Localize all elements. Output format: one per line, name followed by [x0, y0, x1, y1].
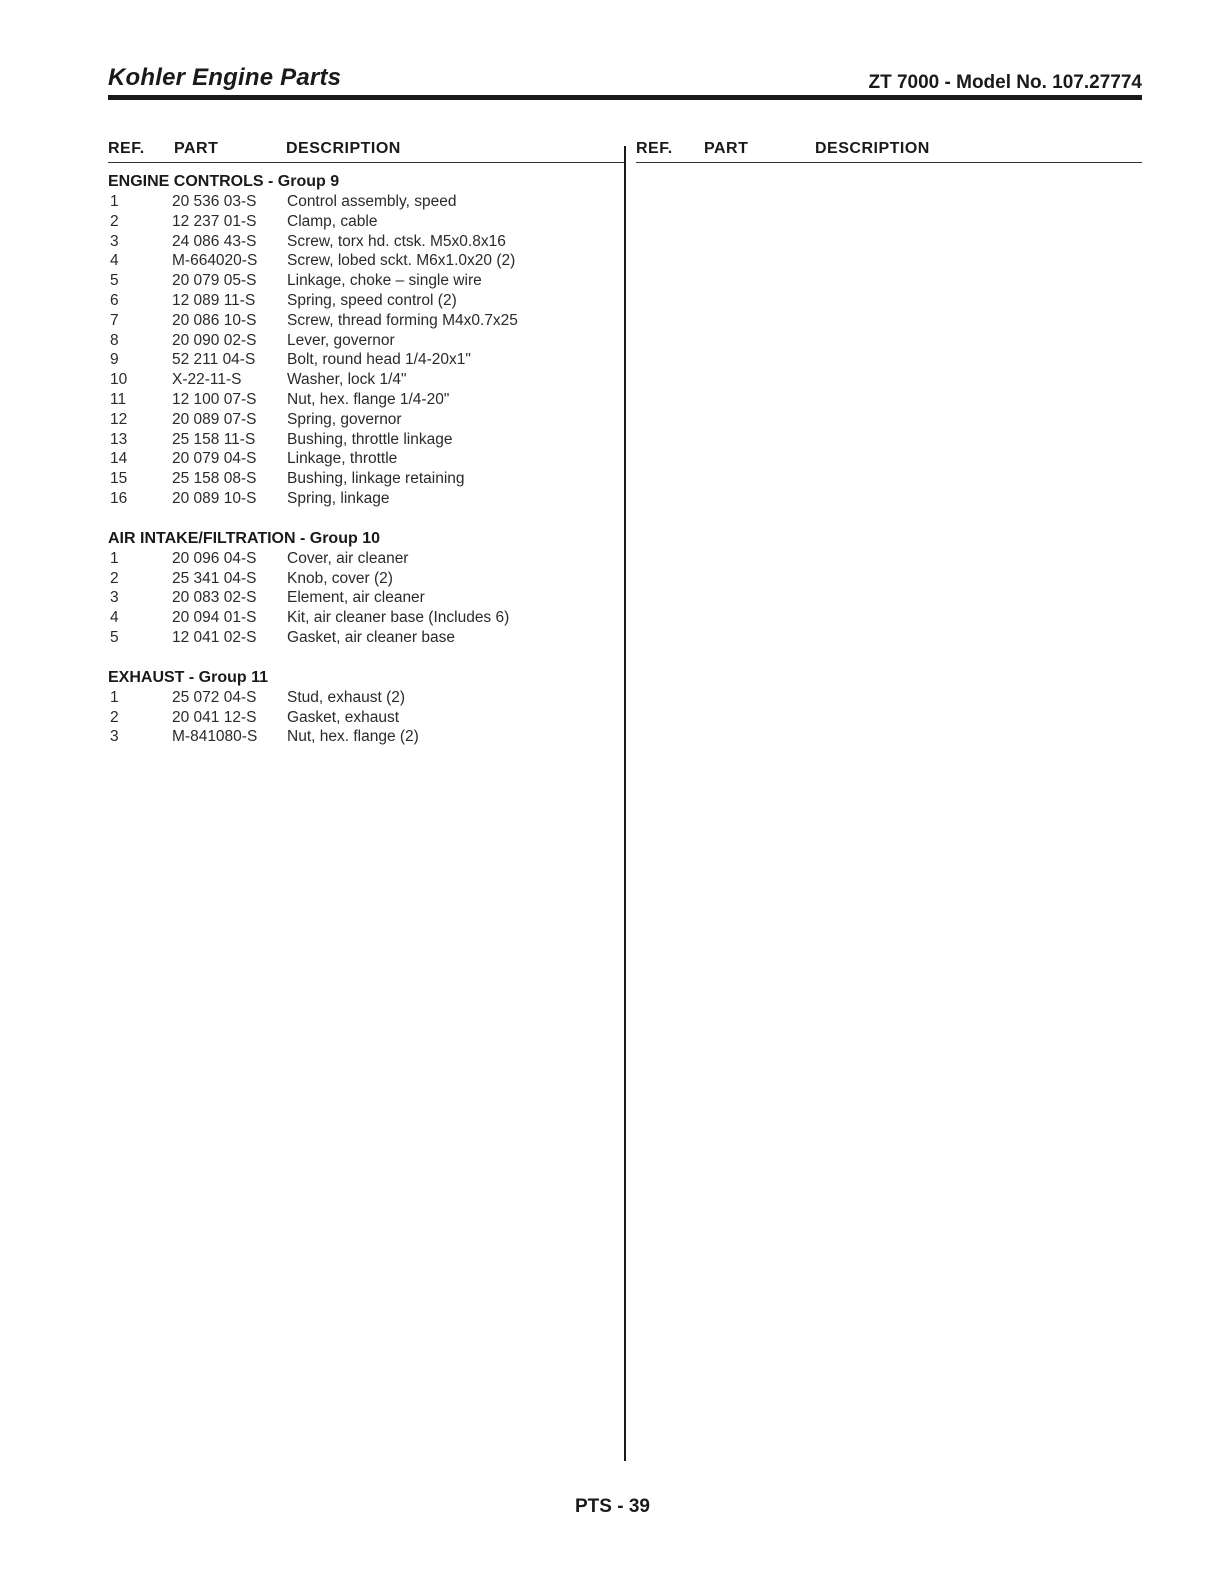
ref-number: 14 [110, 450, 128, 468]
part-number: M-664020-S [172, 252, 258, 270]
description-column-header: DESCRIPTION [286, 140, 401, 157]
part-description: Gasket, exhaust [287, 708, 400, 726]
part-row [108, 370, 618, 390]
ref-number: 11 [110, 390, 127, 408]
part-row [108, 331, 618, 351]
page-number: PTS - 39 [575, 1496, 650, 1517]
part-description: Control assembly, speed [287, 193, 457, 210]
ref-number: 2 [110, 569, 119, 587]
part-row [108, 628, 618, 648]
part-description: Bushing, throttle linkage [287, 430, 453, 448]
part-description: Linkage, choke – single wire [287, 272, 482, 290]
ref-number: 4 [110, 252, 119, 270]
parts-group [108, 172, 618, 509]
part-row [108, 271, 618, 291]
part-description: Gasket, air cleaner base [287, 628, 456, 646]
header-rule [108, 95, 1142, 100]
ref-number: 1 [110, 193, 119, 210]
part-number: 12 237 01-S [172, 212, 257, 230]
part-number: 20 079 04-S [172, 450, 257, 468]
ref-column-header: REF. [108, 140, 145, 157]
part-row [108, 212, 618, 232]
ref-number: 7 [110, 311, 119, 329]
ref-number: 15 [110, 470, 128, 488]
part-number: 20 079 05-S [172, 272, 257, 290]
ref-number: 9 [110, 351, 119, 369]
part-number: 20 086 10-S [172, 311, 257, 329]
ref-number: 16 [110, 489, 128, 507]
left-column-headers [108, 140, 624, 163]
part-description: Linkage, throttle [287, 450, 398, 468]
ref-number: 5 [110, 628, 119, 646]
part-description: Kit, air cleaner base (Includes 6) [287, 609, 510, 627]
part-row [108, 311, 618, 331]
ref-number: 3 [110, 232, 119, 250]
part-row [108, 727, 618, 747]
part-description: Washer, lock 1/4" [287, 371, 407, 389]
ref-number: 5 [110, 272, 119, 290]
model-title: ZT 7000 - Model No. 107.27774 [868, 72, 1142, 93]
ref-number: 2 [110, 212, 119, 230]
part-row [108, 588, 618, 608]
parts-group [108, 529, 618, 648]
column-divider [624, 146, 626, 1461]
part-row [108, 192, 618, 212]
part-number: 20 094 01-S [172, 609, 257, 627]
ref-number: 8 [110, 331, 119, 349]
part-row [108, 350, 618, 370]
ref-number: 10 [110, 371, 128, 389]
part-description: Knob, cover (2) [287, 569, 393, 587]
ref-number: 1 [110, 688, 119, 706]
part-number: 20 536 03-S [172, 193, 257, 210]
part-number: 12 041 02-S [172, 628, 257, 646]
page-title: Kohler Engine Parts [108, 64, 342, 91]
part-description: Lever, governor [287, 331, 395, 349]
part-description: Nut, hex. flange 1/4-20" [287, 390, 450, 408]
part-row [108, 608, 618, 628]
ref-number: 4 [110, 609, 119, 627]
parts-list [108, 172, 618, 767]
right-column-headers [636, 140, 1142, 163]
part-row [108, 430, 618, 450]
part-number: 20 089 10-S [172, 489, 257, 507]
ref-column-header: REF. [636, 140, 673, 157]
part-number: 20 090 02-S [172, 331, 257, 349]
part-description: Screw, thread forming M4x0.7x25 [287, 311, 518, 329]
ref-number: 12 [110, 410, 128, 428]
group-title: AIR INTAKE/FILTRATION - Group 10 [108, 529, 380, 547]
part-number: 20 041 12-S [172, 708, 257, 726]
part-description: Clamp, cable [287, 212, 378, 230]
part-number: 24 086 43-S [172, 232, 257, 250]
part-row [108, 549, 618, 569]
part-row [108, 688, 618, 708]
parts-group [108, 668, 618, 747]
part-number: 25 158 08-S [172, 470, 257, 488]
part-number: M-841080-S [172, 728, 258, 746]
part-description: Stud, exhaust (2) [287, 688, 406, 706]
part-number: 20 089 07-S [172, 410, 257, 428]
ref-number: 3 [110, 728, 119, 746]
part-number: 20 096 04-S [172, 549, 257, 567]
part-row [108, 291, 618, 311]
part-row [108, 569, 618, 589]
part-description: Element, air cleaner [287, 589, 425, 607]
ref-number: 1 [110, 549, 119, 567]
part-number: 12 100 07-S [172, 390, 257, 408]
ref-number: 6 [110, 291, 119, 309]
ref-number: 2 [110, 708, 119, 726]
part-row [108, 449, 618, 469]
part-description: Screw, lobed sckt. M6x1.0x20 (2) [287, 252, 516, 270]
part-row [108, 489, 618, 509]
part-number: 12 089 11-S [172, 291, 256, 309]
part-number: 25 072 04-S [172, 688, 257, 706]
part-number: 52 211 04-S [172, 351, 256, 369]
part-row [108, 469, 618, 489]
part-number: 20 083 02-S [172, 589, 257, 607]
part-description: Bolt, round head 1/4-20x1" [287, 351, 471, 369]
description-column-header: DESCRIPTION [815, 140, 930, 157]
part-row [108, 410, 618, 430]
part-description: Bushing, linkage retaining [287, 470, 465, 488]
part-number: 25 341 04-S [172, 569, 257, 587]
part-row [108, 708, 618, 728]
part-description: Screw, torx hd. ctsk. M5x0.8x16 [287, 232, 506, 250]
part-column-header: PART [704, 140, 749, 157]
ref-number: 3 [110, 589, 119, 607]
part-number: X-22-11-S [172, 371, 242, 389]
part-description: Cover, air cleaner [287, 549, 409, 567]
group-title: ENGINE CONTROLS - Group 9 [108, 173, 340, 190]
part-row [108, 251, 618, 271]
group-title: EXHAUST - Group 11 [108, 668, 269, 686]
part-description: Spring, speed control (2) [287, 291, 457, 309]
part-row [108, 232, 618, 252]
part-number: 25 158 11-S [172, 430, 256, 448]
ref-number: 13 [110, 430, 128, 448]
page-header [108, 62, 1142, 100]
part-description: Nut, hex. flange (2) [287, 728, 419, 746]
part-description: Spring, governor [287, 410, 402, 428]
part-row [108, 390, 618, 410]
part-description: Spring, linkage [287, 489, 390, 507]
part-column-header: PART [174, 140, 219, 157]
